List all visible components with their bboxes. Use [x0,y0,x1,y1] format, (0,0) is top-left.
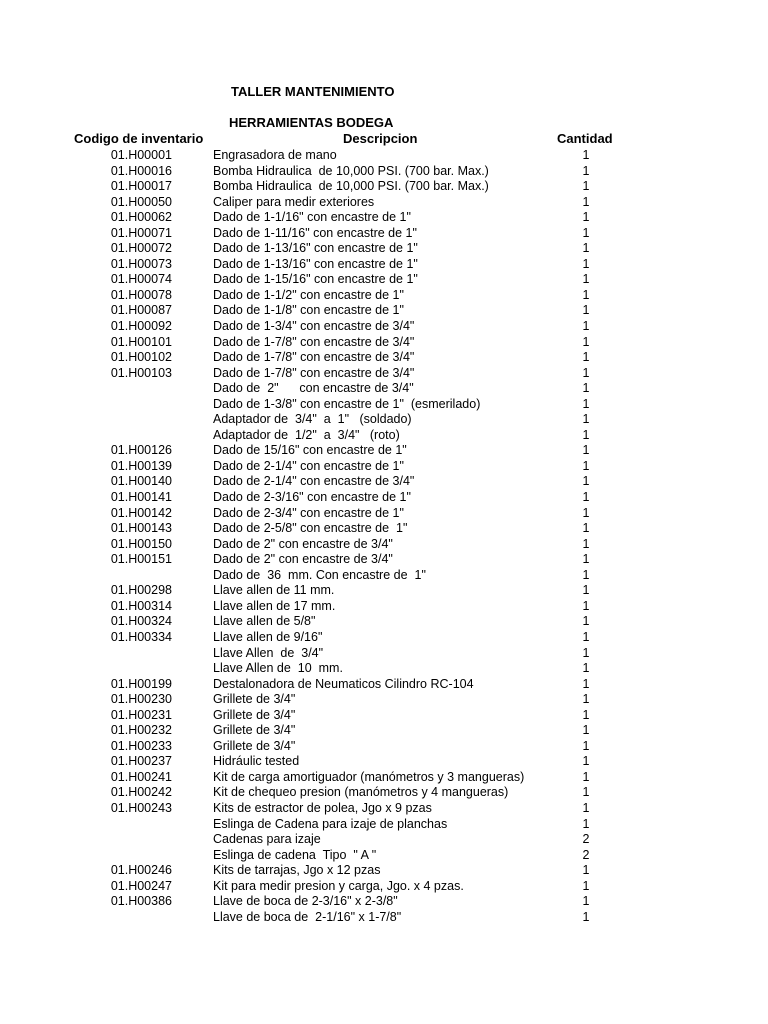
inventory-code-cell: 01.H00073 [110,256,172,271]
table-row [0,428,768,444]
table-row [0,677,768,693]
table-row [0,770,768,786]
quantity-cell: 2 [582,847,590,862]
quantity-cell: 1 [582,225,590,240]
quantity-cell: 1 [582,707,590,722]
inventory-code-cell: 01.H00001 [110,148,172,162]
quantity-cell: 1 [582,800,590,815]
table-row [0,164,768,180]
inventory-code-cell: 01.H00126 [110,443,172,458]
table-row [0,506,768,522]
quantity-cell: 1 [582,490,590,505]
quantity-cell: 1 [582,241,590,256]
description-cell: Hidráulic tested [213,754,300,769]
description-cell: Dado de 1-11/16" con encastre de 1" [213,225,417,240]
quantity-cell: 1 [582,878,590,893]
table-row [0,723,768,739]
table-row [0,614,768,630]
table-row [0,537,768,553]
table-row [0,366,768,382]
document-subtitle: HERRAMIENTAS BODEGA [229,115,394,130]
table-row [0,459,768,475]
inventory-code-cell: 01.H00016 [110,163,172,178]
description-cell: Llave allen de 11 mm. [213,583,335,598]
table-row [0,894,768,910]
quantity-cell: 1 [582,474,590,489]
table-row [0,319,768,335]
quantity-cell: 1 [582,365,590,380]
description-cell: Dado de 2-3/4" con encastre de 1" [213,505,404,520]
quantity-cell: 1 [582,287,590,302]
column-header-code: Codigo de inventario [74,131,204,146]
quantity-cell: 1 [582,443,590,458]
inventory-code-cell: 01.H00151 [110,552,172,567]
description-cell: Dado de 1-7/8" con encastre de 3/4" [213,350,415,365]
description-cell: Llave allen de 5/8" [213,614,316,629]
description-cell: Dado de 15/16" con encastre de 1" [213,443,407,458]
description-cell: Kits de tarrajas, Jgo x 12 pzas [213,863,381,878]
inventory-code-cell: 01.H00062 [110,210,172,225]
description-cell: Caliper para medir exteriores [213,194,375,209]
description-cell: Adaptador de 1/2" a 3/4" (roto) [213,427,400,442]
table-row [0,739,768,755]
quantity-cell: 1 [582,909,590,924]
quantity-cell: 1 [582,319,590,334]
table-row [0,708,768,724]
column-header-description: Descripcion [343,131,418,146]
table-row [0,474,768,490]
description-cell: Dado de 2-1/4" con encastre de 1" [213,458,404,473]
quantity-cell: 1 [582,179,590,194]
inventory-code-cell: 01.H00150 [110,536,172,551]
inventory-code-cell: 01.H00072 [110,241,172,256]
description-cell: Dado de 2" con encastre de 3/4" [213,381,414,396]
description-cell: Destalonadora de Neumaticos Cilindro RC-104 [213,676,474,691]
quantity-cell: 1 [582,163,590,178]
inventory-table-body [0,148,768,925]
description-cell: Dado de 36 mm. Con encastre de 1" [213,567,426,582]
description-cell: Grillete de 3/4" [213,692,296,707]
description-cell: Grillete de 3/4" [213,723,296,738]
inventory-code-cell: 01.H00233 [110,738,172,753]
inventory-code-cell: 01.H00242 [110,785,172,800]
table-row [0,490,768,506]
inventory-code-cell: 01.H00314 [110,598,172,613]
inventory-code-cell: 01.H00334 [110,629,172,644]
table-row [0,257,768,273]
table-row [0,210,768,226]
description-cell: Cadenas para izaje [213,832,321,847]
description-cell: Dado de 1-1/16" con encastre de 1" [213,210,411,225]
table-row [0,599,768,615]
quantity-cell: 1 [582,256,590,271]
quantity-cell: 1 [582,458,590,473]
quantity-cell: 1 [582,194,590,209]
description-cell: Llave Allen de 3/4" [213,645,324,660]
quantity-cell: 1 [582,552,590,567]
description-cell: Dado de 1-1/2" con encastre de 1" [213,287,404,302]
description-cell: Dado de 1-15/16" con encastre de 1" [213,272,418,287]
inventory-code-cell: 01.H00078 [110,287,172,302]
inventory-code-cell: 01.H00230 [110,692,172,707]
table-row [0,661,768,677]
quantity-cell: 2 [582,832,590,847]
quantity-cell: 1 [582,754,590,769]
quantity-cell: 1 [582,505,590,520]
description-cell: Kit para medir presion y carga, Jgo. x 4 pzas. [213,878,464,893]
quantity-cell: 1 [582,769,590,784]
quantity-cell: 1 [582,894,590,909]
description-cell: Engrasadora de mano [213,148,337,162]
inventory-code-cell: 01.H00386 [110,894,172,909]
quantity-cell: 1 [582,148,590,162]
inventory-code-cell: 01.H00017 [110,179,172,194]
quantity-cell: 1 [582,598,590,613]
inventory-code-cell: 01.H00243 [110,800,172,815]
quantity-cell: 1 [582,427,590,442]
inventory-code-cell: 01.H00199 [110,676,172,691]
inventory-code-cell: 01.H00071 [110,225,172,240]
inventory-code-cell: 01.H00241 [110,769,172,784]
description-cell: Dado de 1-3/8" con encastre de 1" (esmerilado) [213,396,481,411]
table-row [0,863,768,879]
description-cell: Bomba Hidraulica de 10,000 PSI. (700 bar. Max.) [213,163,489,178]
inventory-code-cell: 01.H00232 [110,723,172,738]
description-cell: Llave de boca de 2-1/16" x 1-7/8" [213,909,402,924]
quantity-cell: 1 [582,738,590,753]
inventory-code-cell: 01.H00103 [110,365,172,380]
description-cell: Dado de 1-1/8" con encastre de 1" [213,303,404,318]
inventory-code-cell: 01.H00140 [110,474,172,489]
table-row [0,832,768,848]
inventory-code-cell: 01.H00143 [110,521,172,536]
table-row [0,521,768,537]
quantity-cell: 1 [582,692,590,707]
inventory-code-cell: 01.H00139 [110,458,172,473]
table-row [0,879,768,895]
table-row [0,381,768,397]
quantity-cell: 1 [582,381,590,396]
inventory-code-cell: 01.H00237 [110,754,172,769]
description-cell: Adaptador de 3/4" a 1" (soldado) [213,412,412,427]
quantity-cell: 1 [582,272,590,287]
table-row [0,583,768,599]
quantity-cell: 1 [582,785,590,800]
table-row [0,692,768,708]
description-cell: Dado de 1-7/8" con encastre de 3/4" [213,334,415,349]
table-row [0,226,768,242]
table-row [0,335,768,351]
description-cell: Bomba Hidraulica de 10,000 PSI. (700 bar. Max.) [213,179,489,194]
quantity-cell: 1 [582,629,590,644]
description-cell: Dado de 1-3/4" con encastre de 3/4" [213,319,415,334]
description-cell: Kit de carga amortiguador (manómetros y 3 mangueras) [213,769,525,784]
quantity-cell: 1 [582,863,590,878]
document-title: TALLER MANTENIMIENTO [231,84,395,99]
table-row [0,754,768,770]
table-row [0,552,768,568]
quantity-cell: 1 [582,816,590,831]
table-row [0,785,768,801]
quantity-cell: 1 [582,583,590,598]
table-row [0,910,768,926]
description-cell: Kits de estractor de polea, Jgo x 9 pzas [213,800,432,815]
description-cell: Dado de 2" con encastre de 3/4" [213,536,393,551]
table-row [0,568,768,584]
inventory-code-cell: 01.H00246 [110,863,172,878]
table-row [0,801,768,817]
description-cell: Dado de 1-13/16" con encastre de 1" [213,241,418,256]
inventory-code-cell: 01.H00101 [110,334,172,349]
quantity-cell: 1 [582,334,590,349]
table-row [0,350,768,366]
table-row [0,303,768,319]
description-cell: Llave de boca de 2-3/16" x 2-3/8" [213,894,398,909]
description-cell: Llave allen de 17 mm. [213,598,336,613]
table-row [0,241,768,257]
quantity-cell: 1 [582,396,590,411]
description-cell: Grillete de 3/4" [213,738,296,753]
quantity-cell: 1 [582,521,590,536]
inventory-code-cell: 01.H00141 [110,490,172,505]
quantity-cell: 1 [582,350,590,365]
inventory-code-cell: 01.H00074 [110,272,172,287]
column-header-quantity: Cantidad [557,131,613,146]
quantity-cell: 1 [582,303,590,318]
inventory-code-cell: 01.H00087 [110,303,172,318]
description-cell: Kit de chequeo presion (manómetros y 4 mangueras) [213,785,509,800]
inventory-code-cell: 01.H00142 [110,505,172,520]
description-cell: Dado de 1-13/16" con encastre de 1" [213,256,418,271]
description-cell: Eslinga de cadena Tipo " A " [213,847,377,862]
description-cell: Dado de 2-1/4" con encastre de 3/4" [213,474,415,489]
inventory-code-cell: 01.H00231 [110,707,172,722]
table-row [0,412,768,428]
table-row [0,848,768,864]
quantity-cell: 1 [582,661,590,676]
quantity-cell: 1 [582,723,590,738]
table-row [0,272,768,288]
description-cell: Llave Allen de 10 mm. [213,661,343,676]
inventory-code-cell: 01.H00324 [110,614,172,629]
table-row [0,179,768,195]
quantity-cell: 1 [582,567,590,582]
inventory-code-cell: 01.H00247 [110,878,172,893]
quantity-cell: 1 [582,536,590,551]
description-cell: Dado de 1-7/8" con encastre de 3/4" [213,365,415,380]
quantity-cell: 1 [582,210,590,225]
inventory-code-cell: 01.H00298 [110,583,172,598]
inventory-code-cell: 01.H00092 [110,319,172,334]
table-row [0,646,768,662]
description-cell: Dado de 2" con encastre de 3/4" [213,552,393,567]
inventory-code-cell: 01.H00102 [110,350,172,365]
description-cell: Llave allen de 9/16" [213,629,323,644]
table-row [0,148,768,164]
table-row [0,288,768,304]
description-cell: Eslinga de Cadena para izaje de planchas [213,816,448,831]
inventory-code-cell: 01.H00050 [110,194,172,209]
quantity-cell: 1 [582,645,590,660]
table-row [0,817,768,833]
quantity-cell: 1 [582,412,590,427]
table-row [0,630,768,646]
description-cell: Dado de 2-5/8" con encastre de 1" [213,521,408,536]
quantity-cell: 1 [582,676,590,691]
description-cell: Grillete de 3/4" [213,707,296,722]
table-row [0,397,768,413]
description-cell: Dado de 2-3/16" con encastre de 1" [213,490,411,505]
table-row [0,443,768,459]
quantity-cell: 1 [582,614,590,629]
table-row [0,195,768,211]
